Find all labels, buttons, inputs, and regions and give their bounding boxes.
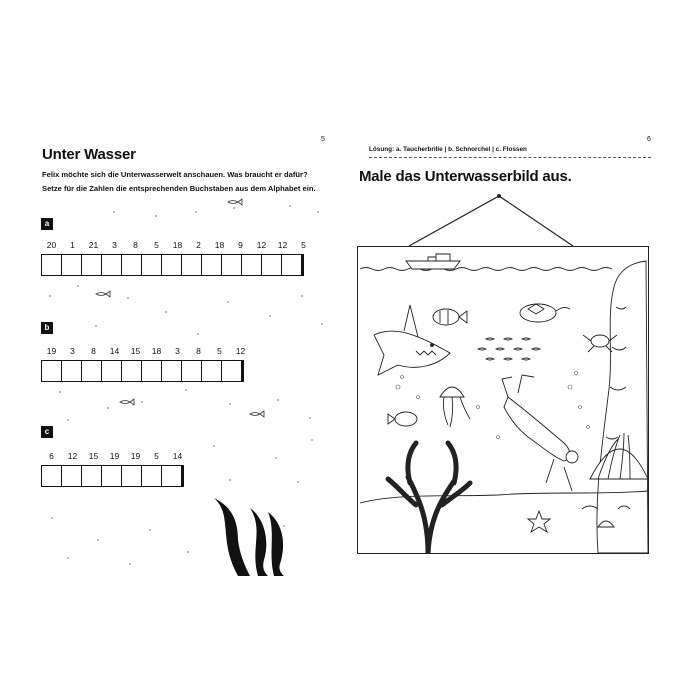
page-number: 5: [321, 136, 325, 143]
puzzle-number: 8: [196, 346, 201, 356]
puzzle-number: 14: [172, 451, 183, 461]
answer-box[interactable]: [282, 255, 301, 275]
answer-box[interactable]: [102, 466, 122, 486]
puzzle-a-label: a: [41, 218, 53, 230]
answer-box[interactable]: [42, 255, 62, 275]
right-page: [355, 120, 651, 580]
coloring-picture-frame: [357, 246, 649, 554]
answer-box[interactable]: [102, 361, 122, 381]
puzzle-number: 5: [301, 240, 306, 250]
answer-box[interactable]: [142, 466, 162, 486]
answer-box[interactable]: [82, 361, 102, 381]
answer-box[interactable]: [82, 466, 102, 486]
answer-box[interactable]: [222, 361, 241, 381]
puzzle-number: 12: [277, 240, 288, 250]
puzzle-number: 12: [235, 346, 246, 356]
puzzle-c-answer-boxes: [41, 465, 184, 487]
answer-box[interactable]: [162, 466, 181, 486]
page-number: 6: [647, 136, 651, 143]
answer-box[interactable]: [262, 255, 282, 275]
answer-box[interactable]: [122, 255, 142, 275]
puzzle-number: 3: [70, 346, 75, 356]
puzzle-c-label: c: [41, 426, 53, 438]
answer-box[interactable]: [202, 255, 222, 275]
puzzle-number: 9: [238, 240, 243, 250]
puzzle-number: 15: [88, 451, 99, 461]
puzzle-number: 3: [112, 240, 117, 250]
puzzle-number: 19: [130, 451, 141, 461]
answer-box[interactable]: [182, 361, 202, 381]
puzzle-a-numbers: [41, 240, 314, 252]
answer-box[interactable]: [62, 466, 82, 486]
page-title: Male das Unterwasserbild aus.: [359, 168, 572, 185]
answer-box[interactable]: [122, 361, 142, 381]
puzzle-b-numbers: [41, 346, 251, 358]
puzzle-number: 5: [154, 451, 159, 461]
answer-box[interactable]: [242, 255, 262, 275]
puzzle-c-numbers: [41, 451, 188, 463]
puzzle-number: 15: [130, 346, 141, 356]
answer-box[interactable]: [62, 255, 82, 275]
puzzle-number: 19: [109, 451, 120, 461]
left-page: [38, 120, 328, 580]
answer-box[interactable]: [42, 466, 62, 486]
puzzle-b-answer-boxes: [41, 360, 244, 382]
puzzle-number: 2: [196, 240, 201, 250]
puzzle-a-answer-boxes: [41, 254, 304, 276]
instruction-line: Felix möchte sich die Unterwasserwelt anschauen. Was braucht er dafür?: [42, 170, 308, 179]
answer-box[interactable]: [82, 255, 102, 275]
puzzle-number: 14: [109, 346, 120, 356]
answer-box[interactable]: [62, 361, 82, 381]
page-title: Unter Wasser: [42, 146, 136, 163]
answer-box[interactable]: [182, 255, 202, 275]
puzzle-number: 19: [46, 346, 57, 356]
puzzle-number: 8: [133, 240, 138, 250]
answer-box[interactable]: [202, 361, 222, 381]
answer-box[interactable]: [122, 466, 142, 486]
answer-box[interactable]: [42, 361, 62, 381]
puzzle-number: 1: [70, 240, 75, 250]
puzzle-number: 21: [88, 240, 99, 250]
answer-box[interactable]: [222, 255, 242, 275]
puzzle-number: 6: [49, 451, 54, 461]
puzzle-number: 5: [154, 240, 159, 250]
answer-box[interactable]: [142, 361, 162, 381]
instruction-line: Setze für die Zahlen die entsprechenden Buchstaben aus dem Alphabet ein.: [42, 184, 316, 193]
puzzle-b-label: b: [41, 322, 53, 334]
solution-line: Lösung: a. Taucherbrille | b. Schnorchel | c. Flossen: [369, 146, 527, 153]
answer-box[interactable]: [142, 255, 162, 275]
answer-box[interactable]: [162, 255, 182, 275]
underwater-coloring-illustration: [358, 247, 648, 553]
puzzle-number: 12: [256, 240, 267, 250]
answer-box[interactable]: [102, 255, 122, 275]
puzzle-number: 18: [172, 240, 183, 250]
puzzle-number: 12: [67, 451, 78, 461]
puzzle-number: 3: [175, 346, 180, 356]
puzzle-number: 5: [217, 346, 222, 356]
answer-box[interactable]: [162, 361, 182, 381]
puzzle-number: 8: [91, 346, 96, 356]
puzzle-number: 20: [46, 240, 57, 250]
puzzle-number: 18: [151, 346, 162, 356]
puzzle-number: 18: [214, 240, 225, 250]
